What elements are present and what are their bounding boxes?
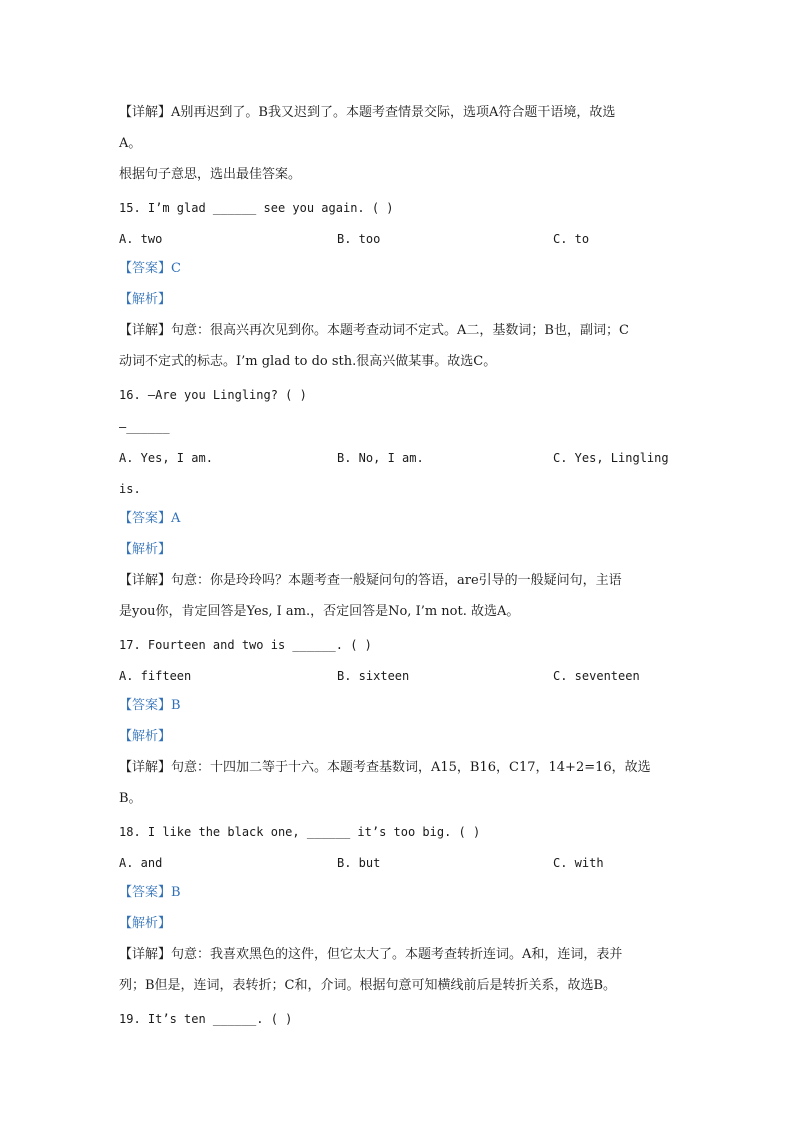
answer-18: 【答案】B: [119, 885, 181, 900]
answer-blank-16: —______: [119, 420, 170, 434]
detail-17: B。: [119, 791, 142, 806]
option-b: B. but: [337, 856, 381, 870]
detail-18: 列；B但是，连词，表转折；C和，介词。根据句意可知横线前后是转折关系，故选B。: [119, 978, 617, 993]
detail-15: 【详解】句意：很高兴再次见到你。本题考查动词不定式。A二，基数词；B也，副词；C: [119, 323, 629, 338]
option-c: C. Yes, Lingling: [553, 451, 669, 465]
option-b: B. No, I am.: [337, 451, 424, 465]
question-19: 19. It’s ten ______. ( ): [119, 1012, 293, 1026]
option-c: C. seventeen: [553, 669, 640, 683]
question-17: 17. Fourteen and two is ______. ( ): [119, 638, 372, 652]
detail-text: 【详解】A别再迟到了。B我又迟到了。本题考查情景交际，选项A符合题干语境，故选: [119, 105, 616, 120]
question-18: 18. I like the black one, ______ it’s too big. ( ): [119, 825, 481, 839]
option-b: B. too: [337, 232, 381, 246]
option-a: A. and: [119, 856, 163, 870]
detail-18: 【详解】句意：我喜欢黑色的这件，但它太大了。本题考查转折连词。A和，连词，表并: [119, 947, 623, 962]
option-c: C. to: [553, 232, 590, 246]
detail-15: 动词不定式的标志。I’m glad to do sth.很高兴做某事。故选C。: [119, 354, 497, 369]
detail-16: 是you你，肯定回答是Yes, I am.，否定回答是No, I’m not. 故选A。: [119, 604, 520, 619]
analysis-18: 【解析】: [119, 916, 172, 931]
option-c: C. with: [553, 856, 604, 870]
detail-17: 【详解】句意：十四加二等于十六。本题考查基数词，A15，B16，C17，14+2=16，故选: [119, 760, 651, 775]
options-16-cont: is.: [119, 482, 141, 496]
answer-15: 【答案】C: [119, 261, 181, 276]
note-text: 根据句子意思，选出最佳答案。: [119, 167, 302, 182]
analysis-17: 【解析】: [119, 729, 172, 744]
answer-17: 【答案】B: [119, 698, 181, 713]
detail-16: 【详解】句意：你是玲玲吗？本题考查一般疑问句的答语，are引导的一般疑问句，主语: [119, 573, 622, 588]
option-a: A. Yes, I am.: [119, 451, 213, 465]
detail-text: A。: [119, 136, 142, 151]
answer-16: 【答案】A: [119, 511, 181, 526]
analysis-15: 【解析】: [119, 292, 172, 307]
analysis-16: 【解析】: [119, 542, 172, 557]
question-16: 16. —Are you Lingling? ( ): [119, 388, 307, 402]
option-a: A. fifteen: [119, 669, 192, 683]
question-15: 15. I’m glad ______ see you again. ( ): [119, 201, 394, 215]
option-a: A. two: [119, 232, 163, 246]
option-b: B. sixteen: [337, 669, 410, 683]
